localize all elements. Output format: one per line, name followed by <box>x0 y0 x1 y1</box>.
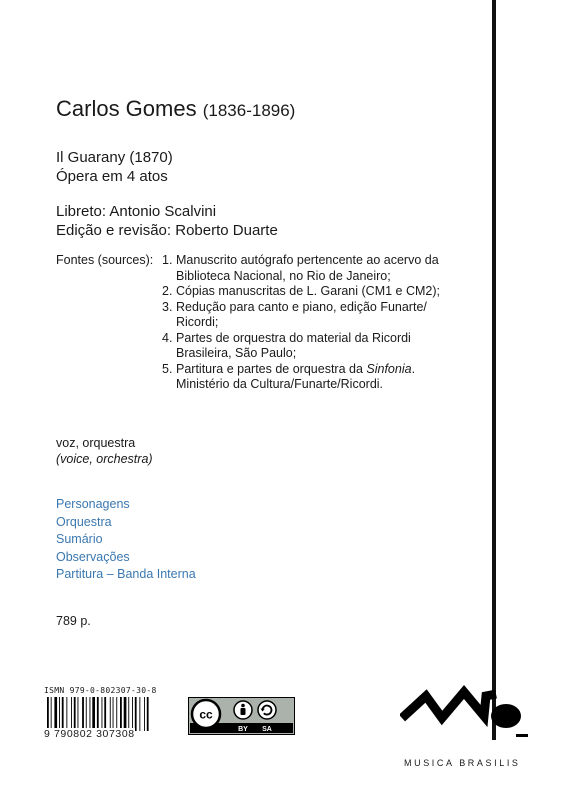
cc-icon <box>192 700 220 728</box>
barcode-bar <box>102 697 103 731</box>
source-line: Partes de orquestra do material da Ricordi <box>176 330 411 345</box>
edition-credit: Edição e revisão: Roberto Duarte <box>56 222 278 239</box>
share-alike-icon <box>258 701 276 719</box>
barcode-bar <box>120 697 122 731</box>
barcode-bar <box>135 697 137 731</box>
sources-list <box>162 253 492 393</box>
link-sumario[interactable]: Sumário <box>56 532 103 546</box>
barcode-bar <box>54 697 57 731</box>
source-line: Ricordi; <box>176 315 219 329</box>
page-count: 789 p. <box>56 614 91 628</box>
barcode-bar <box>90 697 91 731</box>
source-line: . <box>411 361 416 376</box>
source-item <box>162 284 492 300</box>
cc-by-sa-badge <box>188 697 295 735</box>
libretto-credit: Libreto: Antonio Scalvini <box>56 203 217 220</box>
brand-name: MUSICA BRASILIS <box>404 758 521 768</box>
barcode-bar <box>51 697 52 731</box>
source-number: 1. <box>162 253 173 267</box>
barcode-bar <box>132 697 133 731</box>
source-line: Ministério da Cultura/Funarte/Ricordi. <box>176 377 384 391</box>
source-line: Redução para canto e piano, edição Funarte/ <box>176 299 427 314</box>
barcode-bar <box>139 697 140 731</box>
source-item <box>162 300 492 331</box>
link-orquestra[interactable]: Orquestra <box>56 514 112 529</box>
barcode-bar <box>144 697 145 731</box>
barcode-bar <box>113 697 114 731</box>
barcode-bar <box>71 697 72 731</box>
barcode-bar <box>59 697 60 731</box>
work-title: Il Guarany (1870) <box>56 149 173 166</box>
source-line: Cópias manuscritas de L. Garani (CM1 e CM2); <box>176 284 440 298</box>
source-italic: Sinfonia <box>366 361 412 376</box>
source-item <box>162 331 492 362</box>
composer-name: Carlos Gomes <box>56 96 197 121</box>
barcode-bar <box>82 697 84 731</box>
barcode-number: 9 790802 307308 <box>44 728 135 740</box>
source-item <box>162 362 492 393</box>
link-observacoes[interactable]: Observações <box>56 549 130 564</box>
attribution-icon <box>234 701 252 719</box>
barcode-bar <box>147 697 149 731</box>
source-number: 2. <box>162 284 173 298</box>
contents-links <box>56 496 196 584</box>
source-number: 4. <box>162 330 173 345</box>
composer-years: (1836-1896) <box>202 101 296 120</box>
work-info <box>56 148 173 186</box>
source-line: Manuscrito autógrafo pertencente ao acervo da <box>176 253 439 267</box>
barcode-bar <box>97 697 99 731</box>
barcode-bar <box>78 697 79 731</box>
source-line: Brasileira, São Paulo; <box>176 346 297 360</box>
source-number: 5. <box>162 361 173 376</box>
source-number: 3. <box>162 299 173 314</box>
barcode-bar <box>116 697 117 731</box>
barcode-bar <box>47 697 49 731</box>
barcode-bar <box>124 697 127 731</box>
sources-label: Fontes (sources): <box>56 253 154 267</box>
musica-brasilis-logo <box>400 672 530 752</box>
barcode-bar <box>110 697 111 731</box>
work-subtitle: Ópera em 4 atos <box>56 168 168 185</box>
source-item <box>162 253 492 284</box>
composer-heading <box>56 96 295 122</box>
source-line: Biblioteca Nacional, no Rio de Janeiro; <box>176 268 391 283</box>
link-personagens[interactable]: Personagens <box>56 497 130 511</box>
barcode-bar <box>128 697 129 731</box>
instrumentation-en: (voice, orchestra) <box>56 451 153 466</box>
instrumentation-pt: voz, orquestra <box>56 436 136 450</box>
barcode <box>44 697 176 731</box>
instrumentation <box>56 436 153 467</box>
sa-label: SA <box>262 726 272 733</box>
barcode-bar <box>92 697 95 731</box>
barcode-bar <box>86 697 87 731</box>
ismn-code: ISMN 979-0-802307-30-8 <box>44 686 157 695</box>
credits <box>56 202 278 240</box>
vertical-rule <box>492 0 496 740</box>
svg-text:cc: cc <box>199 707 213 722</box>
link-partitura-banda-interna[interactable]: Partitura – Banda Interna <box>56 567 196 581</box>
barcode-bar <box>104 697 106 731</box>
barcode-bar <box>74 697 76 731</box>
barcode-bar <box>66 697 67 731</box>
source-line: Partitura e partes de orquestra da <box>176 361 367 376</box>
barcode-bar <box>62 697 64 731</box>
by-label: BY <box>238 726 248 733</box>
